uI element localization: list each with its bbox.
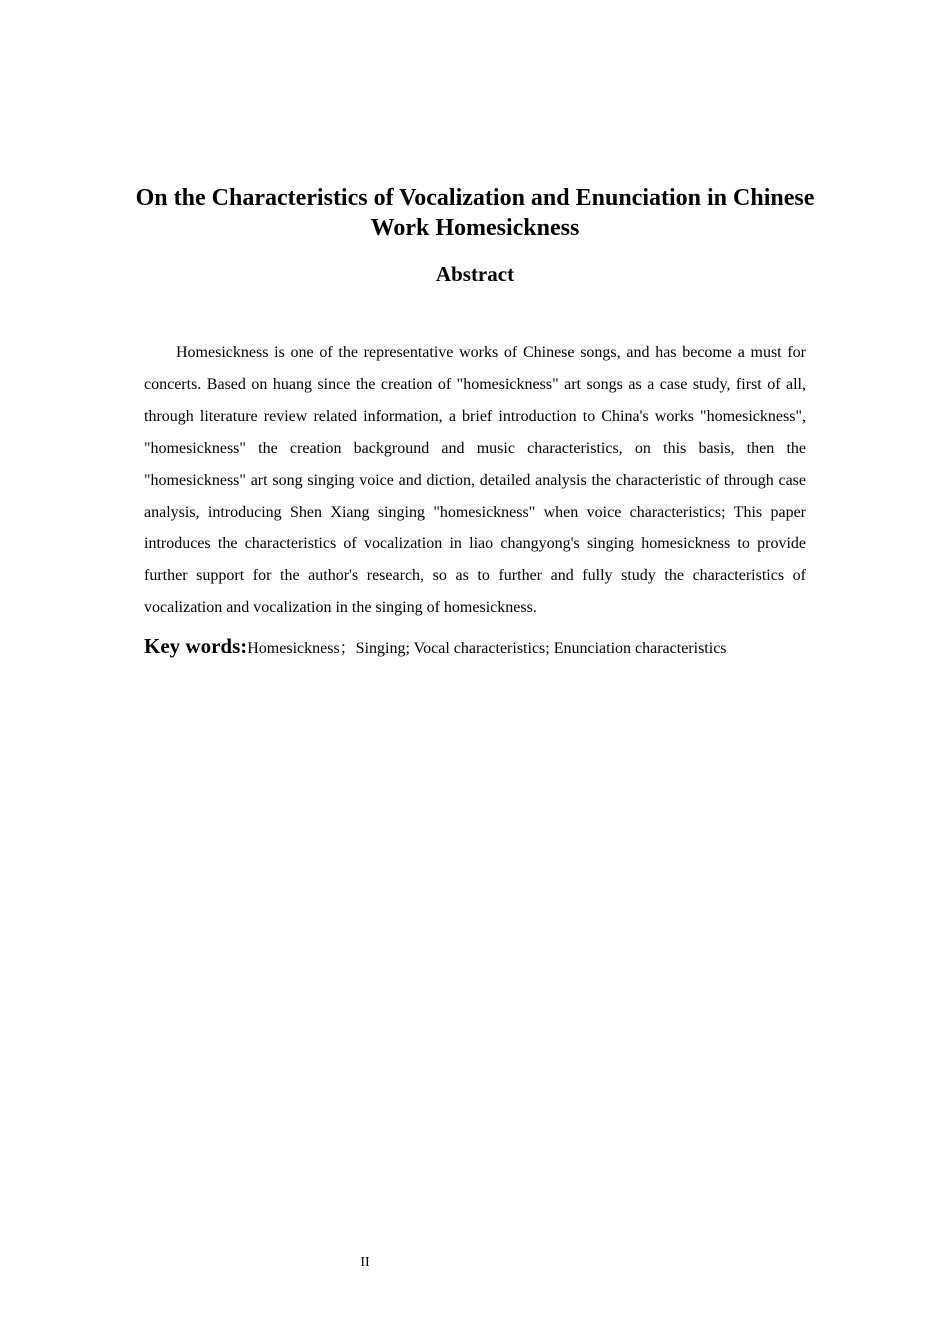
keywords-line — [144, 634, 824, 659]
abstract-heading: Abstract — [435, 262, 515, 286]
abstract-body: Homesickness is one of the representative works of Chinese songs, and has become a must for concerts. Based on huang since the creation of "homesickness" art songs as a case study, first of all, through literature review related information, a brief introduction to China's works "homesickness", "homesickness" the creation background and music characteristics, on this basis, then the "homesickness" art song singing voice and diction, detailed analysis the characteristic of through case analysis, introducing Shen Xiang singing "homesickness" when voice characteristics; This paper introduces the characteristics of vocalization in liao changyong's singing homesickness to provide further support for the author's research, so as to further and fully study the characteristics of vocalization and vocalization in the singing of homesickness. — [144, 344, 806, 617]
keywords-value: Homesickness；Singing; Vocal characteristics; Enunciation characteristics — [247, 640, 727, 657]
page-number: II — [360, 1255, 370, 1270]
paper-title: On the Characteristics of Vocalization and Enunciation in Chinese Work Homesickness — [135, 185, 815, 241]
keywords-label: Key words: — [144, 634, 248, 658]
